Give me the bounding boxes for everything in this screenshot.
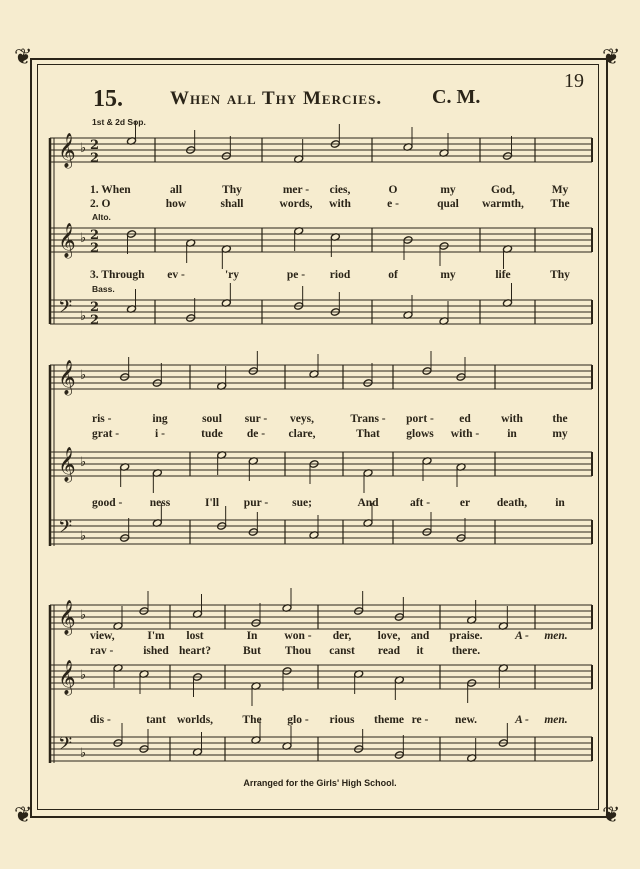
lyric-syllable: A - xyxy=(515,714,529,726)
lyric-syllable: ev - xyxy=(167,269,185,281)
lyric-syllable: and xyxy=(410,630,430,642)
treble-clef: 𝄞 xyxy=(58,360,76,395)
lyric-syllable: 3. Through xyxy=(90,269,145,281)
lyric-syllable: veys, xyxy=(290,413,314,425)
lyric-syllable: view, xyxy=(90,630,115,642)
lyric-syllable: men. xyxy=(544,630,568,642)
lyric-syllable: A - xyxy=(515,630,529,642)
time-signature-top: 2 xyxy=(90,300,100,315)
page-number: 19 xyxy=(564,70,584,92)
hymn-number: 15. xyxy=(93,86,123,112)
lyric-syllable: i - xyxy=(155,428,165,440)
lyric-syllable: heart? xyxy=(179,645,211,657)
lyric-syllable: pe - xyxy=(286,269,306,281)
lyric-syllable: tude xyxy=(201,428,223,440)
lyric-syllable: My xyxy=(551,184,569,196)
lyric-syllable: That xyxy=(356,428,380,440)
corner-ornament-bottom-right: ❦ xyxy=(602,802,621,827)
lyric-syllable: with - xyxy=(450,428,480,440)
lyric-syllable: clare, xyxy=(288,428,316,440)
lyric-syllable: e - xyxy=(387,198,399,210)
lyric-syllable: the xyxy=(552,413,568,425)
corner-ornament-top-left: ❦ xyxy=(14,44,33,69)
lyric-syllable: warmth, xyxy=(482,198,524,210)
lyric-syllable: rav - xyxy=(90,645,114,657)
part-label-soprano: 1st & 2d Sop. xyxy=(92,117,146,127)
lyric-syllable: 'ry xyxy=(224,269,240,281)
key-flat: ♭ xyxy=(80,309,87,324)
lyric-syllable: with xyxy=(501,413,523,425)
key-flat: ♭ xyxy=(80,668,87,683)
lyric-syllable: I'll xyxy=(204,497,220,509)
lyric-syllable: re - xyxy=(411,714,429,726)
part-label-alto: Alto. xyxy=(92,212,111,222)
time-signature-bottom: 2 xyxy=(90,151,100,166)
lyric-syllable: pur - xyxy=(243,497,269,509)
lyric-syllable: dis - xyxy=(90,714,111,726)
key-flat: ♭ xyxy=(80,746,87,761)
lyric-syllable: in xyxy=(555,497,565,509)
lyric-syllable: lost xyxy=(186,630,204,642)
key-flat: ♭ xyxy=(80,141,87,156)
lyric-syllable: grat - xyxy=(92,428,120,440)
key-flat: ♭ xyxy=(80,231,87,246)
time-signature-bottom: 2 xyxy=(90,313,100,328)
lyric-syllable: Thou xyxy=(284,645,312,657)
bass-clef: 𝄢 xyxy=(58,734,73,759)
lyric-syllable: aft - xyxy=(409,497,431,509)
lyric-syllable: And xyxy=(357,497,379,509)
footer-credit: Arranged for the Girls' High School. xyxy=(243,778,397,788)
time-signature-bottom: 2 xyxy=(90,241,100,256)
lyric-syllable: glows xyxy=(406,428,434,440)
hymn-title: When all Thy Mercies. xyxy=(170,88,383,109)
lyric-syllable: worlds, xyxy=(176,714,214,726)
lyric-syllable: new. xyxy=(454,714,478,726)
bass-clef: 𝄢 xyxy=(58,517,73,542)
lyric-syllable: death, xyxy=(496,497,528,509)
lyric-syllable: cies, xyxy=(329,184,351,196)
lyric-syllable: praise. xyxy=(449,630,483,642)
lyric-syllable: Thy xyxy=(550,269,570,281)
lyric-syllable: canst xyxy=(329,645,355,657)
lyric-syllable: Trans - xyxy=(350,413,386,425)
lyric-syllable: der, xyxy=(332,630,352,642)
lyric-syllable: 2. O xyxy=(90,198,111,210)
lyric-syllable: it xyxy=(416,645,424,657)
hymn-meter: C. M. xyxy=(432,86,481,108)
lyric-syllable: The xyxy=(550,198,570,210)
lyric-syllable: ed xyxy=(459,413,471,425)
lyric-syllable: glo - xyxy=(287,714,309,726)
key-flat: ♭ xyxy=(80,455,87,470)
lyric-syllable: my xyxy=(440,269,456,281)
time-signature-top: 2 xyxy=(90,228,100,243)
lyric-syllable: words, xyxy=(279,198,313,210)
lyric-syllable: there. xyxy=(451,645,481,657)
lyric-syllable: er xyxy=(459,497,471,509)
lyric-syllable: riod xyxy=(329,269,351,281)
treble-clef: 𝄞 xyxy=(58,447,76,482)
lyric-syllable: sur - xyxy=(244,413,268,425)
lyric-syllable: good - xyxy=(92,497,123,509)
lyric-syllable: ing xyxy=(152,413,168,425)
lyric-syllable: my xyxy=(440,184,456,196)
lyric-syllable: life xyxy=(495,269,511,281)
lyric-syllable: Thy xyxy=(222,184,242,196)
lyric-syllable: theme xyxy=(373,714,405,726)
treble-clef: 𝄞 xyxy=(58,660,76,695)
lyric-syllable: O xyxy=(388,184,398,196)
bass-clef: 𝄢 xyxy=(58,297,73,322)
lyric-syllable: qual xyxy=(437,198,459,210)
lyric-syllable: with xyxy=(329,198,351,210)
part-label-bass: Bass. xyxy=(92,284,115,294)
lyric-syllable: rious xyxy=(329,714,355,726)
lyric-syllable: But xyxy=(243,645,261,657)
treble-clef: 𝄞 xyxy=(58,133,76,168)
corner-ornament-bottom-left: ❦ xyxy=(14,802,33,827)
lyric-syllable: port - xyxy=(406,413,434,425)
treble-clef: 𝄞 xyxy=(58,223,76,258)
lyric-syllable: ness xyxy=(149,497,171,509)
lyric-syllable: won - xyxy=(284,630,312,642)
lyric-syllable: In xyxy=(246,630,258,642)
lyric-syllable: tant xyxy=(146,714,166,726)
lyric-syllable: my xyxy=(552,428,568,440)
lyric-syllable: shall xyxy=(220,198,244,210)
key-flat: ♭ xyxy=(80,608,87,623)
treble-clef: 𝄞 xyxy=(58,600,76,635)
time-signature-top: 2 xyxy=(90,138,100,153)
key-flat: ♭ xyxy=(80,529,87,544)
lyric-syllable: mer - xyxy=(282,184,310,196)
lyric-syllable: 1. When xyxy=(90,184,131,196)
lyric-syllable: The xyxy=(242,714,262,726)
lyric-syllable: men. xyxy=(544,714,568,726)
lyric-syllable: soul xyxy=(202,413,222,425)
lyric-syllable: read xyxy=(377,645,401,657)
lyric-syllable: how xyxy=(165,198,187,210)
lyric-syllable: ished xyxy=(143,645,169,657)
lyric-syllable: all xyxy=(169,184,183,196)
lyric-syllable: in xyxy=(507,428,517,440)
lyric-syllable: de - xyxy=(246,428,266,440)
lyric-syllable: of xyxy=(388,269,398,281)
lyric-syllable: God, xyxy=(491,184,515,196)
lyric-syllable: love, xyxy=(377,630,401,642)
lyric-syllable: I'm xyxy=(147,630,165,642)
lyric-syllable: ris - xyxy=(92,413,112,425)
corner-ornament-top-right: ❦ xyxy=(602,44,621,69)
lyric-syllable: sue; xyxy=(292,497,312,509)
key-flat: ♭ xyxy=(80,368,87,383)
